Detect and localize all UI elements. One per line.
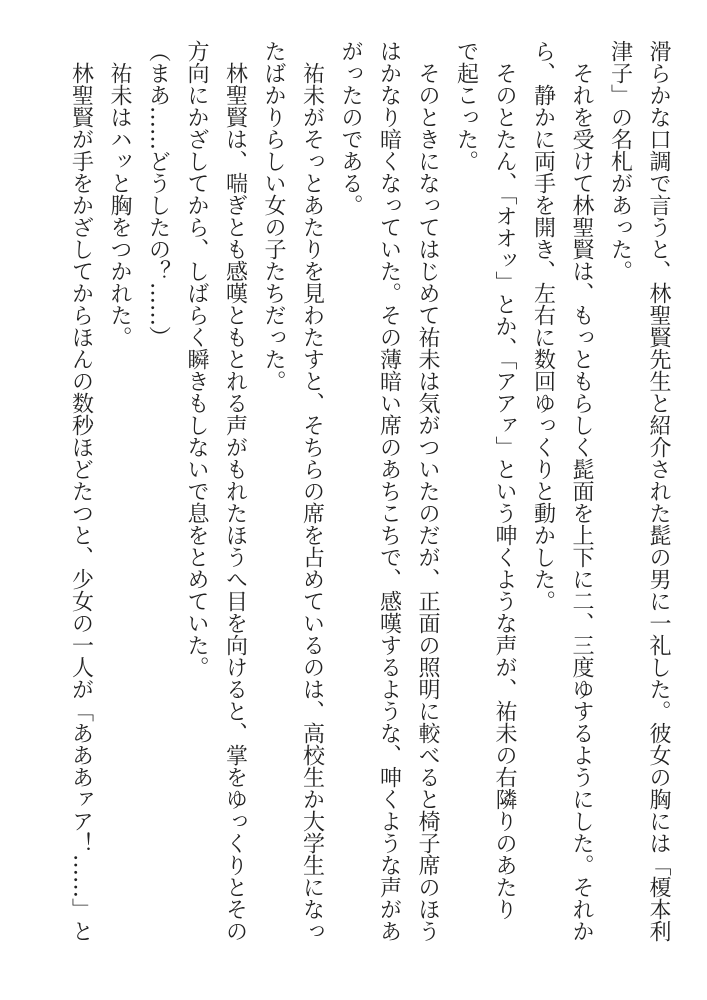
text-line: 津子」の名札があった。	[607, 40, 633, 282]
text-line: 祐未はハッと胸をつかれた。	[107, 40, 132, 348]
text-line: （まあ……どうしたの？……）	[145, 40, 171, 348]
text-line: 林聖賢が手をかざしてからほんの数秒ほどたつと、少女の一人が「あああァア！……」と	[68, 40, 94, 942]
text-line: それを受けて林聖賢は、もっともらしく髭面を上下に二、三度ゆするようにした。それか	[569, 40, 594, 942]
text-line: そのときになってはじめて祐未は気がついたのだが、正面の照明に較べると椅子席のほう	[415, 40, 440, 942]
text-line: がったのである。	[338, 40, 363, 216]
text-line: ら、静かに両手を開き、左右に数回ゆっくりと動かした。	[530, 40, 556, 612]
vertical-text-body	[17, 40, 677, 980]
text-line: はかなり暗くなっていた。その薄暗い席のあちこちで、感嘆するような、呻くような声があ	[376, 40, 402, 942]
text-line: たばかりらしい女の子たちだった。	[261, 40, 286, 392]
text-line: 祐未がそっとあたりを見わたすと、そちらの席を占めているのは、高校生か大学生になっ	[299, 40, 325, 942]
text-line: 林聖賢は、喘ぎとも感嘆ともとれる声がもれたほうへ目を向けると、掌をゆっくりとその	[222, 40, 248, 942]
text-line: 方向にかざしてから、しばらく瞬きもしないで息をとめていた。	[184, 40, 209, 678]
text-line: そのとたん、「オオッ」とか、「アアァ」という呻くような声が、祐未の右隣りのあたり	[492, 40, 517, 920]
text-line: 滑らかな口調で言うと、林聖賢先生と紹介された髭の男に一礼した。彼女の胸には「榎本利	[646, 40, 671, 942]
text-line: で起こった。	[453, 40, 479, 172]
